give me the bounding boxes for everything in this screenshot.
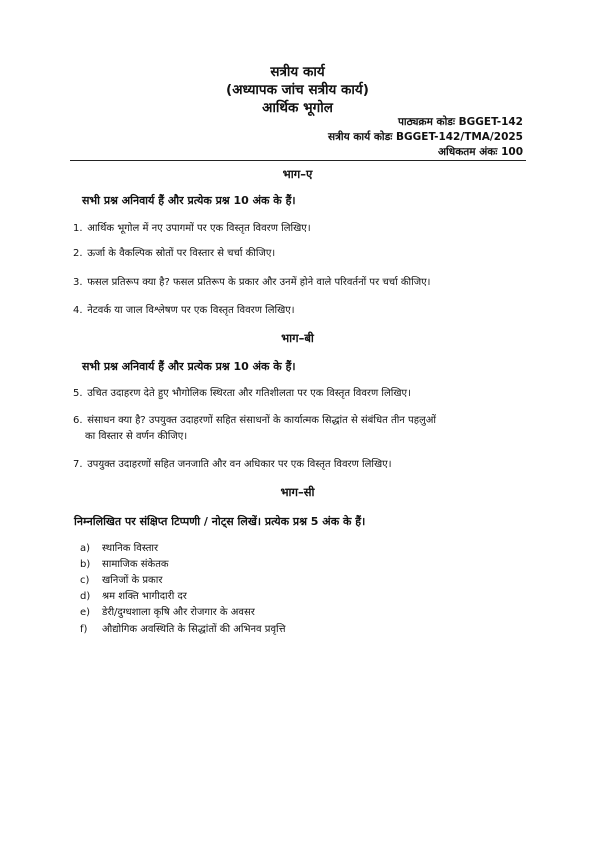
section-a-title: भाग–ए: [282, 167, 313, 181]
question-text: संसाधन क्या है? उपयुक्त उदाहरणों सहित संसाधनों के कार्यात्मक सिद्धांत से संबंधित तीन पहलुओं: [87, 415, 436, 426]
question-1: [73, 221, 528, 237]
list-item: [80, 590, 187, 604]
course-code: पाठ्यक्रम कोडः BGGET-142: [397, 116, 523, 128]
question-text: आर्थिक भूगोल में नए उपागमों पर एक विस्तृत विवरण लिखिए।: [87, 223, 311, 234]
section-b-instruction: सभी प्रश्न अनिवार्य हैं और प्रत्येक प्रश्न 10 अंक के हैं।: [82, 360, 296, 373]
question-3: [73, 275, 528, 291]
assignment-code: सत्रीय कार्य कोडः BGGET-142/TMA/2025: [327, 131, 523, 143]
question-number: 1.: [73, 223, 83, 234]
question-4: [73, 303, 528, 319]
list-item: [80, 574, 162, 588]
section-c-instruction: निम्नलिखित पर संक्षिप्त टिप्पणी / नोट्स लिखें। प्रत्येक प्रश्न 5 अंक के हैं।: [74, 515, 366, 528]
item-label: f): [80, 624, 88, 635]
doc-subtitle: (अध्यापक जांच सत्रीय कार्य): [226, 82, 369, 98]
item-label: a): [80, 543, 91, 554]
item-label: c): [80, 575, 90, 586]
question-number: 3.: [73, 277, 83, 288]
section-a-instruction: सभी प्रश्न अनिवार्य हैं और प्रत्येक प्रश्न 10 अंक के हैं।: [82, 194, 296, 207]
question-number: 4.: [73, 305, 83, 316]
section-b-title: भाग–बी: [281, 331, 314, 345]
item-text: खनिजों के प्रकार: [102, 575, 163, 586]
question-6: [73, 413, 528, 429]
question-text: उपयुक्त उदाहरणों सहित जनजाति और वन अधिकार पर एक विस्तृत विवरण लिखिए।: [87, 459, 392, 470]
question-text: ऊर्जा के वैकल्पिक स्रोतों पर विस्तार से चर्चा कीजिए।: [87, 248, 276, 259]
list-item: [80, 558, 169, 572]
list-item: [80, 606, 255, 620]
subject-name: आर्थिक भूगोल: [262, 100, 333, 116]
section-c-title: भाग–सी: [280, 485, 315, 499]
item-text: स्थानिक विस्तार: [102, 543, 159, 554]
doc-title: सत्रीय कार्य: [270, 64, 325, 80]
item-text: श्रम शक्ति भागीदारी दर: [102, 591, 187, 602]
question-number: 2.: [73, 248, 83, 259]
question-text: फसल प्रतिरूप क्या है? फसल प्रतिरूप के प्रकार और उनमें होने वाले परिवर्तनों पर चर्चा कीजिए।: [87, 277, 431, 288]
question-2: [73, 246, 528, 262]
item-label: e): [80, 607, 91, 618]
question-number: 6.: [73, 415, 83, 426]
question-number: 7.: [73, 459, 83, 470]
list-item: [80, 623, 286, 637]
max-marks: अधिकतम अंकः 100: [438, 146, 523, 158]
question-5: [73, 386, 528, 402]
item-label: b): [80, 559, 91, 570]
item-label: d): [80, 591, 91, 602]
question-7: [73, 457, 528, 473]
item-text: औद्योगिक अवस्थिति के सिद्धांतों की अभिनव प्रवृत्ति: [102, 624, 286, 635]
header-divider: [70, 160, 526, 161]
list-item: [80, 542, 158, 556]
item-text: सामाजिक संकेतक: [102, 559, 169, 570]
question-number: 5.: [73, 388, 83, 399]
question-text: उचित उदाहरण देते हुए भौगोलिक स्थिरता और गतिशीलता पर एक विस्तृत विवरण लिखिए।: [87, 388, 411, 399]
question-text: नेटवर्क या जाल विश्लेषण पर एक विस्तृत विवरण लिखिए।: [87, 305, 295, 316]
question-6-continued: का विस्तार से वर्णन कीजिए।: [85, 431, 188, 442]
item-text: डेरी/दुग्धशाला कृषि और रोजगार के अवसर: [102, 607, 255, 618]
